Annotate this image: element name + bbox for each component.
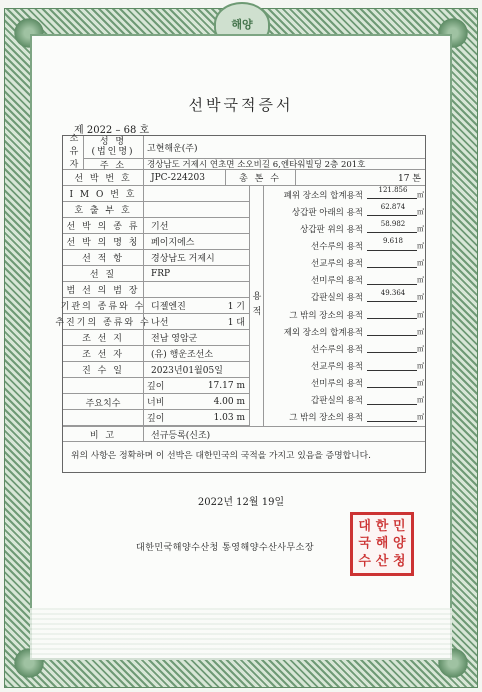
detail-row (63, 282, 249, 298)
owner-address-label: 주 소 (99, 160, 127, 171)
volume-label-text: 제외 장소의 합계용적 (283, 327, 363, 338)
seal-character: 산 (375, 553, 389, 569)
volume-row (263, 203, 425, 220)
detail-row (60, 298, 249, 314)
detail-value: FRP (151, 268, 171, 279)
note-row: 비 고 선규등록(신조) (63, 426, 425, 442)
certificate-number: 제 2022 – 68 호 (74, 125, 150, 136)
detail-row (63, 266, 249, 282)
seal-character: 수 (358, 553, 371, 569)
detail-row (63, 186, 249, 202)
detail-value: 전남 영암군 (151, 334, 198, 344)
volume-row (263, 237, 425, 254)
detail-value: 경상남도 거제시 (151, 254, 215, 264)
detail-row (63, 330, 249, 346)
dimension-label: 깊이 (147, 382, 165, 392)
volume-row (263, 375, 425, 392)
certification-statement: 위의 사항은 정확하며 이 선박은 대한민국의 국적을 가지고 있음을 증명합니다. (71, 450, 371, 461)
volume-value: 58.982 (380, 220, 406, 229)
seal-character: 민 (393, 519, 406, 535)
volume-label-text: 상갑판 아래의 용적 (291, 207, 363, 218)
volume-unit: ㎥ (417, 344, 424, 353)
owner-label: 소유자 (67, 133, 78, 172)
owner-section (63, 133, 425, 172)
detail-label: 호 출 부 호 (74, 206, 132, 216)
certificate-title: 선박국적증서 (188, 96, 294, 114)
dimension-label: 너비 (147, 398, 165, 408)
detail-value: 기선 (151, 222, 169, 232)
detail-value: 페이지에스 (151, 238, 195, 248)
seal-character: 양 (393, 536, 406, 552)
volume-row (263, 357, 425, 374)
volume-unit: ㎥ (417, 190, 424, 199)
note-text: 선규등록(신조) (151, 430, 211, 441)
volume-row (263, 220, 425, 237)
volume-row (263, 392, 425, 409)
volume-row (263, 255, 425, 272)
dimension-row (63, 410, 249, 426)
volume-unit: ㎥ (417, 396, 424, 405)
detail-label: 조 선 자 (82, 350, 124, 360)
certificate-table (55, 133, 426, 473)
volume-unit: ㎥ (417, 310, 424, 319)
volume-value: 121.856 (378, 186, 408, 194)
volume-unit: ㎥ (417, 207, 424, 216)
official-seal (350, 512, 414, 576)
detail-row (63, 250, 249, 266)
issuer-name: 대한민국해양수산청 통영해양수산사무소장 (136, 543, 315, 553)
seal-character: 한 (375, 519, 389, 535)
owner-address: 경상남도 거제시 연초면 소오비길 6,엔타워빌딩 2층 201호 (147, 160, 366, 170)
volume-unit: ㎥ (417, 413, 424, 422)
detail-label: 선 박 의 종 류 (66, 222, 140, 232)
volume-label-text: 선미루의 용적 (311, 379, 363, 390)
detail-label: I M O 번 호 (69, 190, 137, 200)
dimension-row (63, 394, 249, 410)
detail-label: 추진기의 종류와 수 (55, 318, 151, 328)
volume-label-text: 갑판실의 용적 (311, 396, 363, 407)
detail-label: 기관의 종류와 수 (60, 302, 146, 312)
seal-character: 국 (358, 536, 371, 552)
detail-count: 1 대 (227, 318, 245, 328)
volume-row (263, 289, 425, 306)
dimension-label: 깊이 (147, 414, 165, 424)
volume-unit: ㎥ (417, 327, 424, 336)
volume-unit: ㎥ (417, 361, 424, 370)
dimension-value: 17.17 m (207, 380, 245, 391)
detail-label: 진 수 일 (82, 366, 124, 376)
volume-row (263, 340, 425, 357)
detail-row (63, 234, 249, 250)
volume-row (263, 306, 425, 323)
ship-number-row: 선 박 번 호 JPC-224203 총 톤 수 17 톤 (63, 170, 425, 186)
gross-tonnage: 17 톤 (397, 174, 421, 184)
volume-label: 용적 (250, 291, 261, 321)
detail-row (55, 314, 249, 330)
volume-unit: ㎥ (417, 379, 424, 388)
volume-unit: ㎥ (417, 259, 424, 268)
volume-label-text: 그 밖의 장소의 용적 (289, 413, 363, 424)
detail-value: 2023년01월05일 (151, 366, 223, 376)
detail-value: 디젤엔진 (151, 302, 186, 312)
detail-label: 선 적 항 (82, 254, 124, 264)
detail-label: 조 선 지 (82, 334, 124, 344)
dimension-row (63, 378, 249, 394)
volume-label-text: 갑판실의 용적 (311, 293, 363, 304)
volume-unit: ㎥ (417, 293, 424, 302)
volume-unit: ㎥ (417, 276, 424, 285)
detail-label: 범 선 의 범 장 (66, 286, 140, 296)
issue-date: 2022년 12월 19일 (197, 497, 285, 508)
seal-character: 대 (358, 519, 371, 535)
owner-name: 고현해운(주) (147, 143, 198, 154)
detail-row (63, 202, 249, 218)
volume-value: 62.874 (380, 203, 406, 212)
volume-label-text: 선수루의 용적 (311, 241, 363, 252)
detail-row (63, 218, 249, 234)
volume-row (263, 409, 425, 426)
detail-row (63, 346, 249, 362)
detail-row (63, 362, 249, 378)
ship-number: JPC-224203 (151, 172, 205, 183)
volume-unit: ㎥ (417, 224, 424, 233)
detail-label: 선 박 의 명 칭 (66, 238, 140, 248)
volume-label-text: 상갑판 위의 용적 (300, 224, 363, 235)
volume-row (263, 186, 425, 203)
detail-value: 나선 (151, 318, 169, 328)
volume-row (263, 323, 425, 340)
volume-value: 49.364 (380, 288, 406, 297)
national-emblem: 해양 (214, 2, 270, 46)
volume-label-text: 선교루의 용적 (311, 259, 363, 270)
volume-label-text: 선수루의 용적 (311, 344, 363, 355)
dimension-value: 1.03 m (213, 412, 245, 423)
volume-label-text: 선교루의 용적 (311, 361, 363, 372)
volume-label-text: 폐위 장소의 합계용적 (283, 190, 363, 201)
seal-character: 해 (375, 536, 389, 552)
owner-name-label: 성 명 (법인명) (91, 137, 135, 157)
detail-label: 선 질 (89, 270, 117, 280)
volume-label-text: 선미루의 용적 (311, 276, 363, 287)
volume-label-text: 그 밖의 장소의 용적 (289, 310, 363, 321)
volume-value: 9.618 (382, 237, 404, 246)
detail-value: (유) 행운조선소 (151, 350, 214, 360)
seal-character: 청 (393, 553, 406, 569)
dimensions-label: 주요치수 (85, 398, 121, 409)
paper-texture (30, 608, 452, 660)
volume-row (263, 272, 425, 289)
dimension-value: 4.00 m (213, 396, 245, 407)
detail-count: 1 기 (227, 302, 245, 312)
volume-unit: ㎥ (417, 241, 424, 250)
